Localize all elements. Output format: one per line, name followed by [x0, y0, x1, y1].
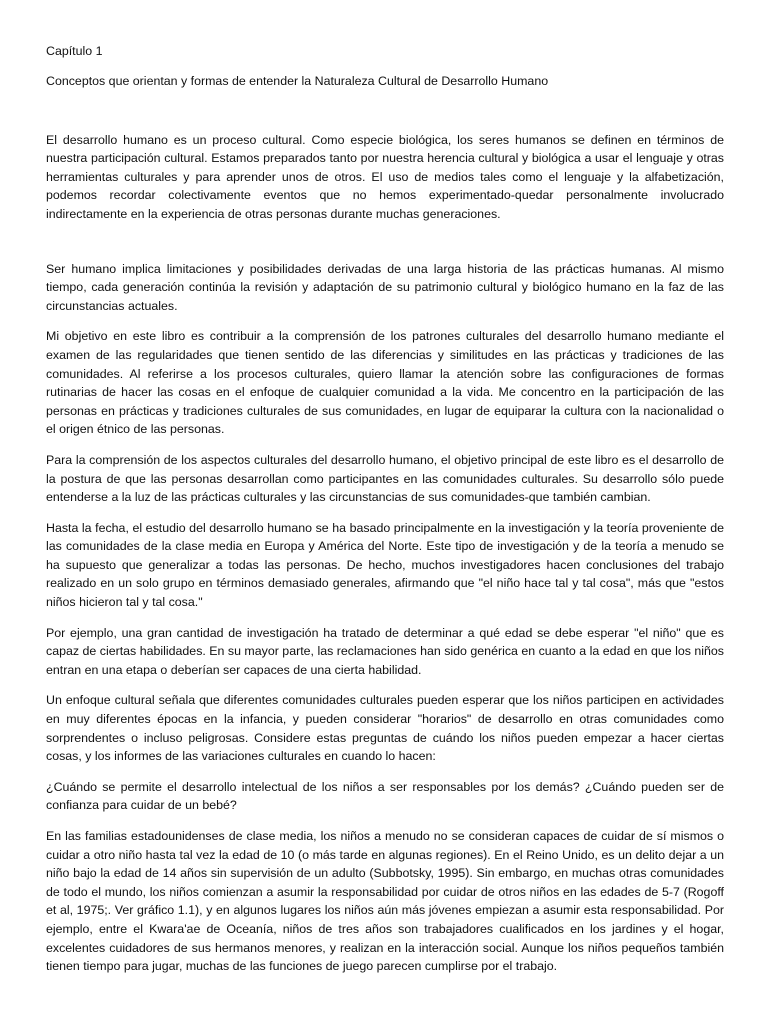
paragraph: Por ejemplo, una gran cantidad de investigación ha tratado de determinar a qué edad se debe esperar "el niño" que es capaz de ciertas habilidades. En su mayor parte, las reclamaciones han sido genérica en cuanto a la edad en que los niños entran en una etapa o deberían ser capaces de una cierta habilidad.	[46, 625, 724, 677]
paragraph: En las familias estadounidenses de clase media, los niños a menudo no se consideran capaces de cuidar de sí mismos o cuidar a otro niño hasta tal vez la edad de 10 (o más tarde en algunas regiones). En el Reino Unido, es un delito dejar a un niño bajo la edad de 14 años sin supervisión de un adulto (Subbotsky, 1995). Sin embargo, en muchas otras comunidades de todo el mundo, los niños comienzan a asumir la responsabilidad por cuidar de otros niños en las edades de 5-7 (Rogoff et al, 1975;. Ver gráfico 1.1), y en algunos lugares los niños aún más jóvenes empiezan a asumir esta responsabilidad. Por ejemplo, entre el Kwara'ae de Oceanía, niños de tres años son trabajadores cualificados en los jardines y el hogar, excelentes cuidadores de sus hermanos menores, y realizan en la interacción social. Aunque los niños pequeños también tienen tiempo para jugar, muchas de las funciones de juego parecen cumplirse por el trabajo.	[46, 829, 724, 974]
paragraph: Mi objetivo en este libro es contribuir a la comprensión de los patrones culturales del desarrollo humano mediante el examen de las regularidades que tienen sentido de las diferencias y similitudes en las prácticas y tradiciones de las comunidades. Al referirse a los procesos culturales, quiero llamar la atención sobre las configuraciones de formas rutinarias de hacer las cosas en el enfoque de cualquier comunidad a la vida. Me concentro en la participación de las personas en prácticas y tradiciones culturales de sus comunidades, en lugar de equiparar la cultura con la nacionalidad o el origen étnico de las personas.	[46, 329, 724, 437]
chapter-title: Conceptos que orientan y formas de entender la Naturaleza Cultural de Desarrollo Humano	[46, 74, 549, 88]
paragraph: Para la comprensión de los aspectos culturales del desarrollo humano, el objetivo principal de este libro es el desarrollo de la postura de que las personas desarrollan como participantes en las comunidades culturales. Su desarrollo sólo puede entenderse a la luz de las prácticas culturales y las circunstancias de sus comunidades-que también cambian.	[46, 452, 724, 505]
paragraph: Ser humano implica limitaciones y posibilidades derivadas de una larga historia de las prácticas humanas. Al mismo tiempo, cada generación continúa la revisión y adaptación de su patrimonio cultural y biológico humano en la faz de las circunstancias actuales.	[46, 261, 724, 313]
document-page	[46, 42, 724, 976]
paragraph: El desarrollo humano es un proceso cultural. Como especie biológica, los seres humanos se definen en términos de nuestra participación cultural. Estamos preparados tanto por nuestra herencia cultural y biológica a usar el lenguaje y otras herramientas culturales y para aprender unos de otros. El uso de medios tales como el lenguaje y la alfabetización, podemos recordar colectivamente eventos que no hemos experimentado-quedar personalmente involucrado indirectamente en la experiencia de otras personas durante muchas generaciones.	[46, 132, 724, 221]
paragraph: Un enfoque cultural señala que diferentes comunidades culturales pueden esperar que los niños participen en actividades en muy diferentes épocas en la infancia, y pueden considerar "horarios" de desarrollo en otras comunidades como sorprendentes o incluso peligrosas. Considere estas preguntas de cuándo los niños pueden empezar a hacer ciertas cosas, y los informes de las variaciones culturales en cuando lo hacen:	[46, 693, 724, 764]
chapter-heading: Capítulo 1	[46, 44, 103, 58]
paragraph: Hasta la fecha, el estudio del desarrollo humano se ha basado principalmente en la investigación y la teoría proveniente de las comunidades de la clase media en Europa y América del Norte. Este tipo de investigación y de la teoría a menudo se ha supuesto que generalizar a todas las personas. De hecho, muchos investigadores hacen conclusiones del trabajo realizado en un solo grupo en términos demasiado generales, afirmando que "el niño hace tal y tal cosa", más que "estos niños hicieron tal y tal cosa."	[46, 520, 724, 610]
paragraph-question: ¿Cuándo se permite el desarrollo intelectual de los niños a ser responsables por los demás? ¿Cuándo pueden ser de confianza para cuidar de un bebé?	[46, 779, 724, 813]
